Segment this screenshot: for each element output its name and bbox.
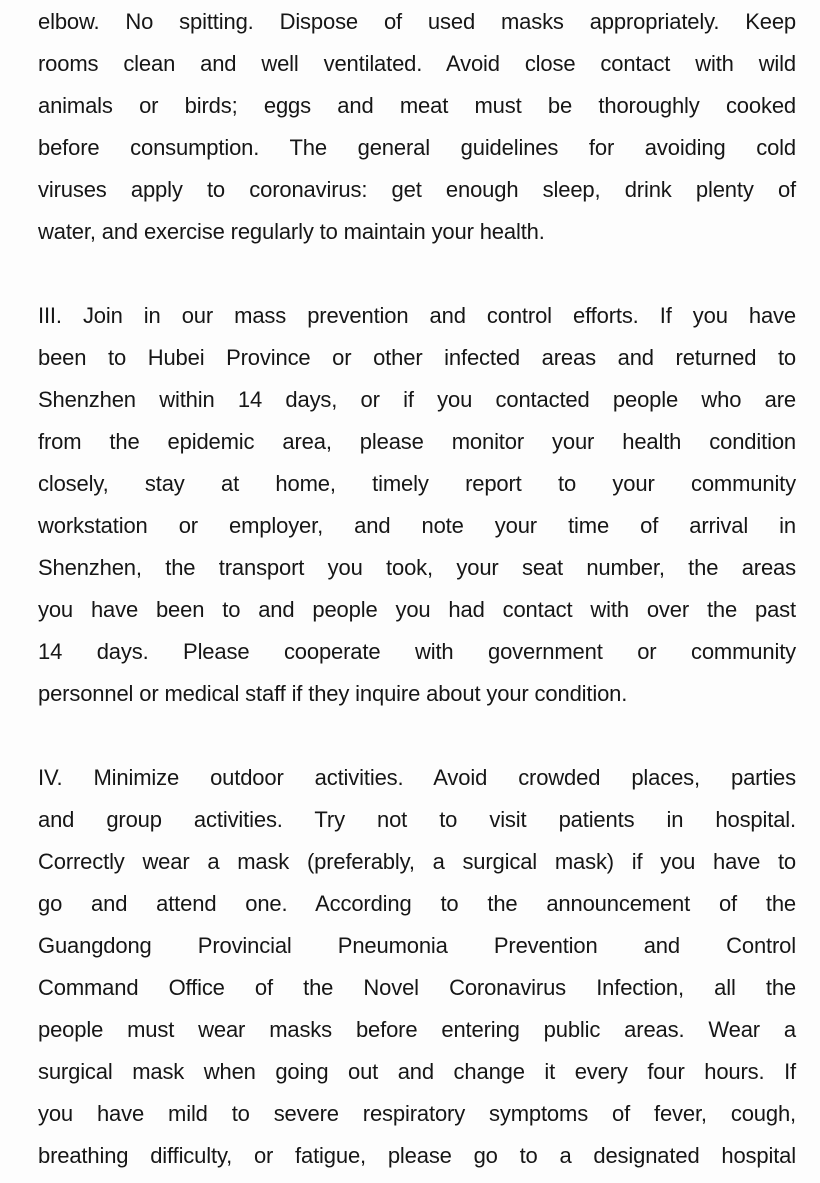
text-line: and group activities. Try not to visit patients in hospital. xyxy=(38,807,796,832)
document-body xyxy=(38,1,796,1177)
text-line: viruses apply to coronavirus: get enough sleep, drink plenty of xyxy=(38,177,796,202)
text-line: from the epidemic area, please monitor your health condition xyxy=(38,429,796,454)
text-line: surgical mask when going out and change it every four hours. If xyxy=(38,1059,796,1084)
text-line: 14 days. Please cooperate with government or community xyxy=(38,639,796,664)
text-line: water, and exercise regularly to maintain your health. xyxy=(38,219,545,244)
text-line: Command Office of the Novel Coronavirus Infection, all the xyxy=(38,975,796,1000)
text-line: closely, stay at home, timely report to your community xyxy=(38,471,796,496)
text-line: before consumption. The general guidelines for avoiding cold xyxy=(38,135,796,160)
paragraph xyxy=(38,295,796,715)
text-line: been to Hubei Province or other infected areas and returned to xyxy=(38,345,796,370)
paragraph xyxy=(38,1,796,253)
text-line: you have been to and people you had contact with over the past xyxy=(38,597,796,622)
text-line: go and attend one. According to the announcement of the xyxy=(38,891,796,916)
text-line: IV. Minimize outdoor activities. Avoid crowded places, parties xyxy=(38,765,796,790)
text-line: Guangdong Provincial Pneumonia Prevention and Control xyxy=(38,933,796,958)
text-line: you have mild to severe respiratory symptoms of fever, cough, xyxy=(38,1101,796,1126)
text-line: Correctly wear a mask (preferably, a surgical mask) if you have to xyxy=(38,849,796,874)
text-line: elbow. No spitting. Dispose of used masks appropriately. Keep xyxy=(38,9,796,34)
text-line: people must wear masks before entering public areas. Wear a xyxy=(38,1017,796,1042)
text-line: rooms clean and well ventilated. Avoid close contact with wild xyxy=(38,51,796,76)
paragraph xyxy=(38,757,796,1177)
text-line: Shenzhen within 14 days, or if you contacted people who are xyxy=(38,387,796,412)
text-line: III. Join in our mass prevention and control efforts. If you have xyxy=(38,303,796,328)
text-line: personnel or medical staff if they inquire about your condition. xyxy=(38,681,628,706)
text-line: animals or birds; eggs and meat must be thoroughly cooked xyxy=(38,93,796,118)
text-line: workstation or employer, and note your time of arrival in xyxy=(38,513,796,538)
text-line: Shenzhen, the transport you took, your seat number, the areas xyxy=(38,555,796,580)
text-line: breathing difficulty, or fatigue, please go to a designated hospital xyxy=(38,1143,796,1168)
